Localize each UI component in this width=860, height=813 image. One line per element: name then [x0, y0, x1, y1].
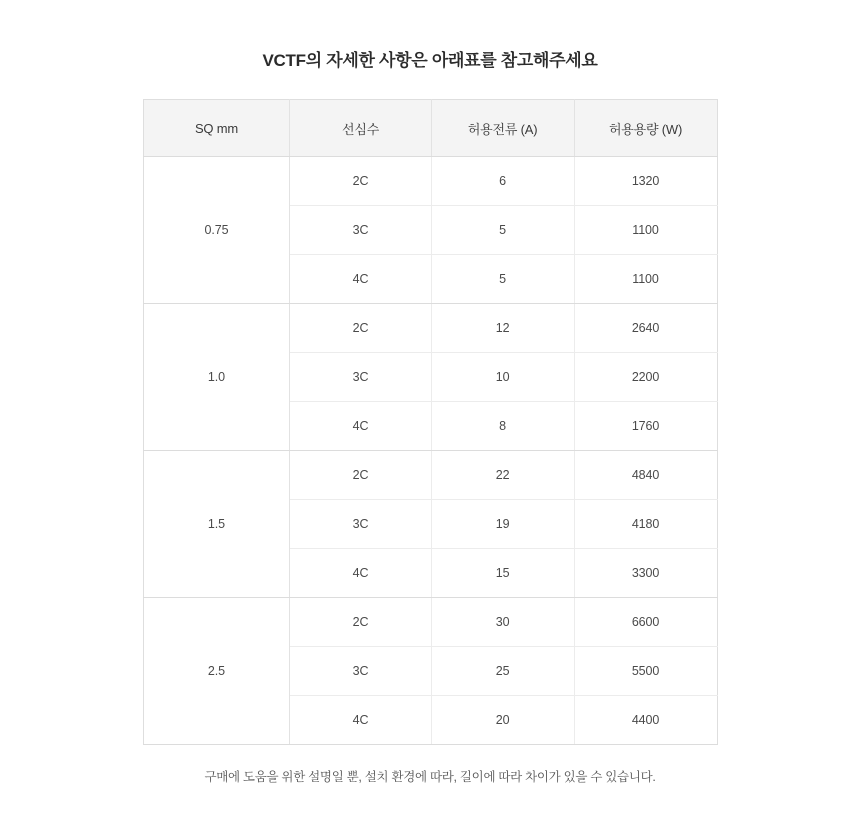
table-row: [143, 157, 717, 206]
cell-current: 6: [431, 157, 574, 206]
cell-sq-mm: 0.75: [143, 157, 290, 304]
cell-cores: 2C: [290, 304, 431, 353]
column-header-current: 허용전류 (A): [431, 100, 574, 157]
cell-sq-mm: 2.5: [143, 598, 290, 745]
cell-cores: 3C: [290, 647, 431, 696]
column-header-cores: 선심수: [290, 100, 431, 157]
cell-capacity: 1100: [574, 255, 717, 304]
cell-cores: 4C: [290, 549, 431, 598]
cell-current: 10: [431, 353, 574, 402]
cell-cores: 2C: [290, 451, 431, 500]
cell-cores: 4C: [290, 402, 431, 451]
page-title: VCTF의 자세한 사항은 아래표를 참고해주세요: [262, 51, 598, 70]
cell-cores: 3C: [290, 500, 431, 549]
cell-current: 20: [431, 696, 574, 745]
cell-current: 25: [431, 647, 574, 696]
cell-capacity: 1100: [574, 206, 717, 255]
cell-cores: 3C: [290, 353, 431, 402]
cell-capacity: 4400: [574, 696, 717, 745]
table-header: [143, 100, 717, 157]
cell-cores: 4C: [290, 696, 431, 745]
cell-current: 5: [431, 255, 574, 304]
cell-current: 22: [431, 451, 574, 500]
cell-sq-mm: 1.5: [143, 451, 290, 598]
cell-current: 5: [431, 206, 574, 255]
cell-current: 30: [431, 598, 574, 647]
footnote-text: 구매에 도움을 위한 설명일 뿐, 설치 환경에 따라, 길이에 따라 차이가 있을 수 있습니다.: [204, 770, 656, 784]
table-header-row: [143, 100, 717, 157]
cell-capacity: 3300: [574, 549, 717, 598]
cell-capacity: 6600: [574, 598, 717, 647]
column-header-sq-mm: SQ mm: [143, 100, 290, 157]
cell-capacity: 2200: [574, 353, 717, 402]
table-body: [143, 157, 717, 745]
cell-current: 8: [431, 402, 574, 451]
cell-capacity: 1760: [574, 402, 717, 451]
cell-cores: 3C: [290, 206, 431, 255]
cell-sq-mm: 1.0: [143, 304, 290, 451]
cell-current: 19: [431, 500, 574, 549]
table-row: [143, 598, 717, 647]
cell-cores: 4C: [290, 255, 431, 304]
table-row: [143, 451, 717, 500]
column-header-capacity: 허용용량 (W): [574, 100, 717, 157]
cell-current: 12: [431, 304, 574, 353]
cell-capacity: 2640: [574, 304, 717, 353]
table-row: [143, 304, 717, 353]
cell-capacity: 4180: [574, 500, 717, 549]
cell-capacity: 5500: [574, 647, 717, 696]
cell-capacity: 4840: [574, 451, 717, 500]
spec-table-container: [143, 99, 718, 745]
cell-current: 15: [431, 549, 574, 598]
cell-cores: 2C: [290, 157, 431, 206]
cell-capacity: 1320: [574, 157, 717, 206]
cell-cores: 2C: [290, 598, 431, 647]
cable-spec-table: [143, 99, 718, 745]
